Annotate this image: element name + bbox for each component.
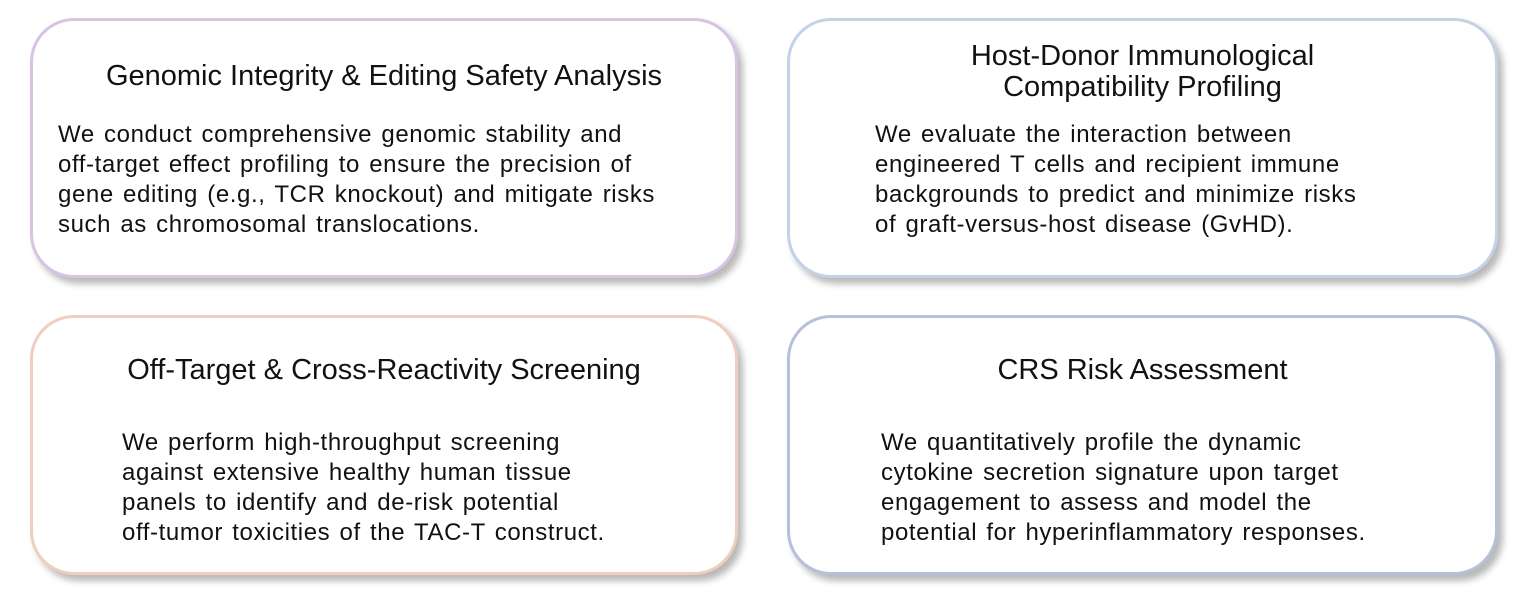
card-crs-risk-assessment (787, 315, 1498, 575)
card-body: We conduct comprehensive genomic stability and off-target effect profiling to ensure the precision of gene editing (e.g., TCR knockout) and mitigate risks such as chromosomal translocations. (58, 121, 656, 238)
card-body: We quantitatively profile the dynamic cytokine secretion signature upon target engagement to assess and model the potential for hyperinflammatory responses. (881, 429, 1366, 546)
card-title: Host-Donor Immunological Compatibility Profiling (970, 40, 1315, 103)
card-body: We evaluate the interaction between engineered T cells and recipient immune backgrounds to predict and minimize risks of graft-versus-host disease (GvHD). (875, 121, 1357, 238)
card-body: We perform high-throughput screening against extensive healthy human tissue panels to identify and de-risk potential off-tumor toxicities of the TAC-T construct. (122, 429, 605, 546)
card-host-donor-compatibility (787, 18, 1498, 278)
card-off-target-screening (30, 315, 738, 575)
card-title: Off-Target & Cross-Reactivity Screening (127, 354, 641, 386)
card-genomic-integrity (30, 18, 738, 278)
card-title: CRS Risk Assessment (997, 354, 1288, 386)
card-title: Genomic Integrity & Editing Safety Analysis (105, 60, 663, 92)
